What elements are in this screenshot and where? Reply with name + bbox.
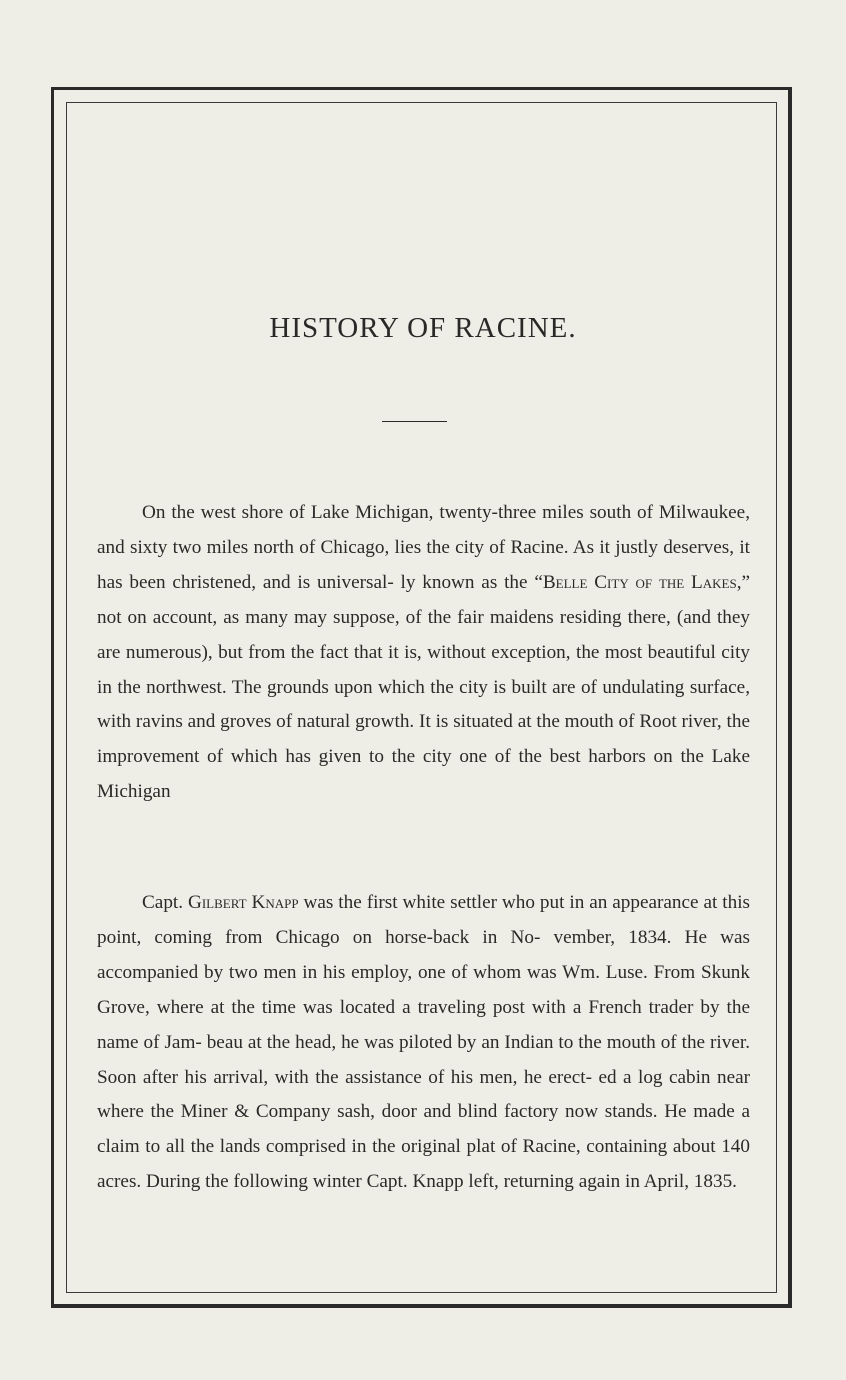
paragraph-1-text-end: not on account, as many may suppose, of the fair maidens residing there, (and they are numerous), but from the fact that it is, without exception, the most beautiful city in the northwest. The grounds upon which the city is built are of undulating surface, with ravins and groves of natural growth. It is situated at the mouth of Root river, the improvement of which has given to the city one of the best harbors on the Lake Michigan <box>97 606 750 803</box>
paragraph-2-text-end: was the first white settler who put in an appearance at this point, coming from Chicago on horse-back in No- vember, 1834. He was accompanied by two men in his employ, one of whom was Wm. Luse. From Skunk Grove, where at the time was located a traveling post with a French trader by the name of Jam- beau at the head, he was piloted by an Indian to the mouth of the river. Soon after his arrival, with the assistance of his men, he erect- ed a log cabin near where the Miner & Company sash, door and blind factory now stands. He made a claim to all the lands comprised in the original plat of Racine, containing about 140 acres. During the following winter Capt. Knapp left, returning again in April, 1835. <box>97 892 750 1193</box>
paragraph-2-smallcaps-text: Gilbert Knapp <box>187 892 299 913</box>
paragraph-1-text-start: On the west shore of Lake Michigan, twenty-three miles south of Milwaukee, and sixty two miles north of Chicago, lies the city of Racine. As it justly deserves, it has been christened, and is universal- ly known as the <box>97 502 750 593</box>
page-title: HISTORY OF RACINE. <box>269 312 577 344</box>
title-divider <box>382 421 447 422</box>
paragraph-1 <box>97 496 750 810</box>
paragraph-2-text-start: Capt. <box>142 892 188 913</box>
paragraph-1-smallcaps-text: “Belle City of the Lakes,” <box>534 571 751 593</box>
paragraph-2 <box>97 886 750 1200</box>
